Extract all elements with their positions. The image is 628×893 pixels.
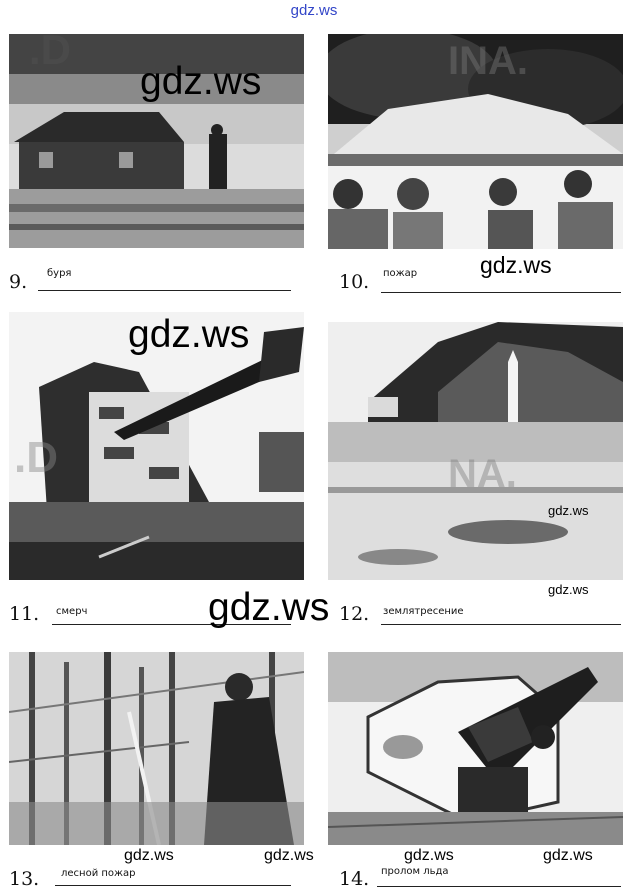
photo-fire [328,34,623,249]
item-9-answer-line [38,290,291,291]
watermark: gdz.ws [543,847,593,864]
item-13-caption: лесной пожар [61,868,136,879]
item-9-number: 9. [9,271,28,293]
watermark: gdz.ws [124,847,174,864]
item-12-caption: землятресение [383,606,464,617]
watermark: gdz.ws [264,847,314,864]
item-14-answer-line [377,886,621,887]
item-14-number: 14. [339,868,370,890]
item-10-number: 10. [339,271,370,293]
photo-ice-break [328,652,623,845]
svg-text:.D: .D [29,34,71,73]
item-9-caption: буря [47,268,72,279]
watermark: gdz.ws [548,503,589,518]
svg-text:NA.: NA. [448,452,517,496]
watermark: gdz.ws [140,60,262,103]
watermark: gdz.ws [128,313,250,356]
site-header[interactable]: gdz.ws [290,2,338,19]
item-13-answer-line [55,885,291,886]
watermark: gdz.ws [208,586,330,629]
watermark: gdz.ws [404,847,454,864]
photo-forest-fire [9,652,304,845]
photo-earthquake [328,322,623,580]
watermark: gdz.ws [480,252,552,278]
watermark: gdz.ws [548,582,589,597]
item-11-caption: смерч [56,606,88,617]
item-11-number: 11. [9,603,40,625]
item-12-answer-line [381,624,621,625]
svg-text:INA.: INA. [448,39,528,83]
item-10-caption: пожар [383,268,418,279]
item-13-number: 13. [9,868,40,890]
item-14-caption: пролом льда [381,866,449,877]
item-10-answer-line [381,292,621,293]
svg-text:.D: .D [14,433,58,482]
item-12-number: 12. [339,603,370,625]
